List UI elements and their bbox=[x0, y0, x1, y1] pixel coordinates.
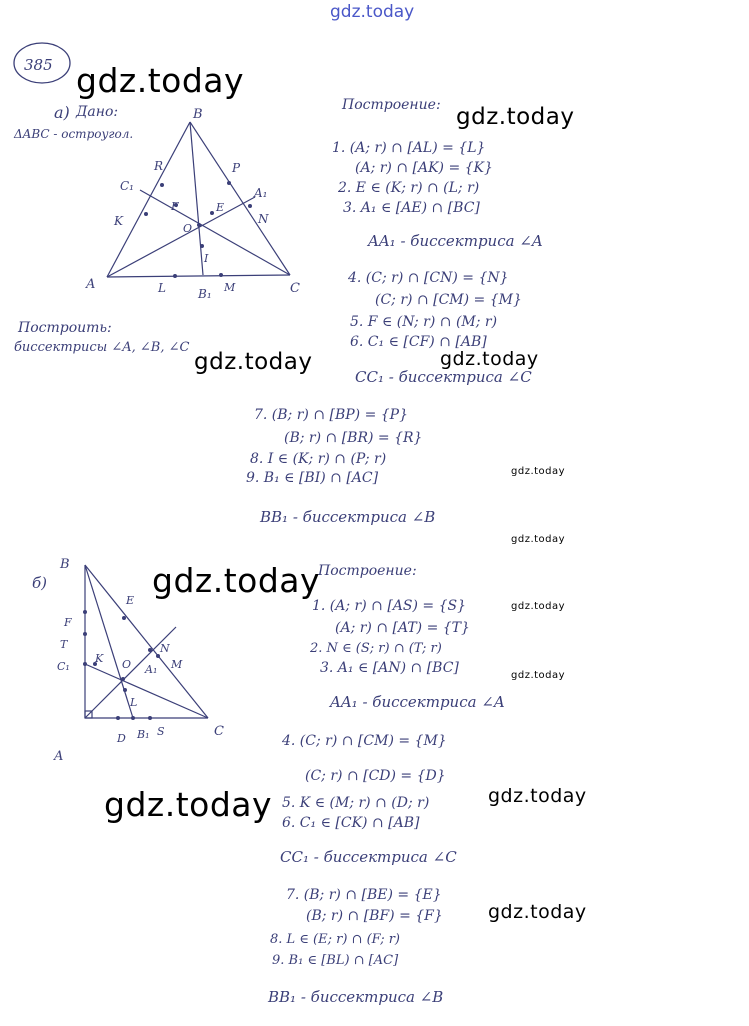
step-a-9: 9. B₁ ∈ [BI) ∩ [AC] bbox=[246, 470, 379, 486]
point-c-label: C bbox=[290, 281, 300, 296]
point-l-label-b: L bbox=[130, 696, 138, 709]
watermark-7: gdz.today bbox=[152, 561, 321, 600]
step-b-4b: (C; r) ∩ [CD) = {D} bbox=[305, 768, 446, 784]
side-ac bbox=[107, 275, 290, 277]
watermark-8: gdz.today bbox=[511, 601, 566, 612]
construction-title-a: Построение: bbox=[342, 97, 441, 113]
point-b1-label: B₁ bbox=[198, 287, 212, 301]
watermark-11: gdz.today bbox=[488, 785, 587, 807]
point-o-label: O bbox=[183, 222, 193, 235]
step-b-4: 4. (C; r) ∩ [CM) = {M} bbox=[282, 733, 447, 749]
step-b-7b: (B; r) ∩ [BF) = {F} bbox=[306, 908, 443, 924]
bisector-aa1 bbox=[107, 197, 255, 277]
bisector-aa1-text-b: AA₁ - биссектриса ∠A bbox=[330, 693, 505, 711]
step-b-1b: (A; r) ∩ [AT) = {T} bbox=[335, 620, 470, 636]
point-m-label-b: M bbox=[171, 658, 183, 671]
point-f-label-b: F bbox=[64, 616, 72, 629]
step-b-8: 8. L ∈ (E; r) ∩ (F; r) bbox=[270, 932, 400, 947]
part-a-label: а) bbox=[54, 103, 70, 122]
point-s-label-b: S bbox=[157, 725, 165, 738]
step-b-2: 2. N ∈ (S; r) ∩ (T; r) bbox=[310, 641, 442, 656]
step-b-6: 6. C₁ ∈ [CK) ∩ [AB] bbox=[282, 815, 420, 831]
watermark-9: gdz.today bbox=[511, 670, 566, 681]
bisector-cc1-text-b: CC₁ - биссектриса ∠C bbox=[280, 848, 457, 866]
problem-number: 385 bbox=[24, 56, 53, 74]
bisector-cc1-text: CC₁ - биссектриса ∠C bbox=[355, 368, 532, 386]
given-text: ΔABC - остроугол. bbox=[14, 127, 134, 141]
bisector-bb1-text: BB₁ - биссектриса ∠B bbox=[260, 508, 436, 526]
step-b-5: 5. K ∈ (M; r) ∩ (D; r) bbox=[282, 795, 430, 811]
watermark-3: gdz.today bbox=[194, 349, 313, 375]
construction-title-b: Построение: bbox=[318, 563, 417, 579]
part-b-label: б) bbox=[32, 574, 48, 592]
point-b1-label-b: B₁ bbox=[137, 728, 150, 741]
task-title: Построить: bbox=[18, 320, 112, 336]
watermark-4: gdz.today bbox=[440, 348, 539, 370]
step-a-7: 7. (B; r) ∩ [BP) = {P} bbox=[254, 407, 409, 423]
point-a1-label: A₁ bbox=[254, 186, 268, 200]
task-text: биссектрисы ∠A, ∠B, ∠C bbox=[14, 340, 190, 355]
point-n-label: N bbox=[258, 212, 269, 226]
watermark-5: gdz.today bbox=[511, 466, 566, 477]
point-e-label: E bbox=[216, 201, 225, 214]
point-l-label: L bbox=[158, 281, 166, 295]
point-f-label: F bbox=[171, 200, 179, 213]
point-k-label-b: K bbox=[95, 652, 104, 665]
bisector-bb1-text-b: BB₁ - биссектриса ∠B bbox=[268, 988, 444, 1006]
step-b-3: 3. A₁ ∈ [AN) ∩ [BC] bbox=[320, 660, 459, 676]
step-a-5: 5. F ∈ (N; r) ∩ (M; r) bbox=[350, 314, 498, 330]
step-a-6: 6. C₁ ∈ [CF) ∩ [AB] bbox=[350, 334, 487, 350]
point-o-label-b: O bbox=[122, 658, 132, 671]
point-b-label: B bbox=[193, 107, 203, 122]
point-c1-label-b: C₁ bbox=[57, 660, 70, 673]
point-a-label-b: A bbox=[54, 749, 64, 764]
point-m-label: M bbox=[224, 281, 236, 294]
bisector-aa1-text: AA₁ - биссектриса ∠A bbox=[368, 232, 543, 250]
point-r-label: R bbox=[154, 159, 164, 173]
watermark-6: gdz.today bbox=[511, 534, 566, 545]
point-c1-label: C₁ bbox=[120, 179, 134, 193]
step-a-1: 1. (A; r) ∩ [AL) = {L} bbox=[332, 140, 486, 156]
point-i-label: I bbox=[204, 252, 209, 265]
point-t-label-b: T bbox=[60, 638, 68, 651]
point-k-label: K bbox=[114, 214, 123, 228]
step-a-8: 8. I ∈ (K; r) ∩ (P; r) bbox=[250, 451, 387, 467]
bisector-bb1-b bbox=[85, 565, 133, 718]
bisector-cc1 bbox=[140, 190, 290, 275]
step-a-4b: (C; r) ∩ [CM) = {M} bbox=[375, 292, 522, 308]
watermark-2: gdz.today bbox=[456, 104, 575, 130]
point-d-label-b: D bbox=[117, 732, 126, 745]
step-b-9: 9. B₁ ∈ [BL) ∩ [AC] bbox=[272, 953, 399, 968]
step-a-7b: (B; r) ∩ [BR) = {R} bbox=[284, 430, 423, 446]
given-title: Дано: bbox=[76, 104, 119, 120]
step-a-2: 2. E ∈ (K; r) ∩ (L; r) bbox=[338, 180, 480, 196]
point-a1-label-b: A₁ bbox=[145, 663, 158, 676]
point-a-label: A bbox=[86, 277, 96, 292]
point-b-label-b: B bbox=[60, 557, 70, 572]
point-c-label-b: C bbox=[214, 724, 224, 739]
point-p-label: P bbox=[232, 161, 241, 175]
point-e-label-b: E bbox=[126, 594, 135, 607]
point-n-label-b: N bbox=[160, 642, 170, 655]
step-b-7: 7. (B; r) ∩ [BE) = {E} bbox=[286, 887, 442, 903]
step-a-1b: (A; r) ∩ [AK) = {K} bbox=[355, 160, 493, 176]
watermark-1: gdz.today bbox=[76, 61, 245, 100]
step-b-1: 1. (A; r) ∩ [AS) = {S} bbox=[312, 598, 466, 614]
step-a-4: 4. (C; r) ∩ [CN) = {N} bbox=[348, 270, 509, 286]
bisector-bb1 bbox=[190, 122, 203, 275]
watermark-12: gdz.today bbox=[488, 901, 587, 923]
step-a-3: 3. A₁ ∈ [AE) ∩ [BC] bbox=[343, 200, 480, 216]
watermark-10: gdz.today bbox=[104, 785, 273, 824]
top-watermark: gdz.today bbox=[330, 2, 415, 22]
